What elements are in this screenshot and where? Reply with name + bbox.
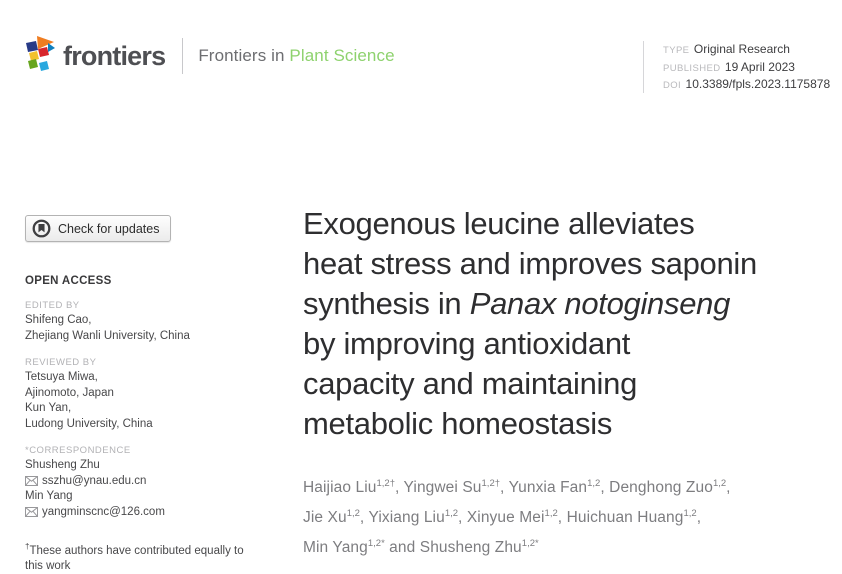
- author: Denghong Zuo$^{1,2}$,: [609, 478, 731, 497]
- reviewer-name: Kun Yan,: [25, 402, 72, 414]
- header-divider: [182, 38, 183, 74]
- frontiers-logo-icon: [24, 36, 56, 76]
- open-access-badge: OPEN ACCESS: [25, 275, 112, 287]
- author: Yingwei $Su^{1,2\dagger}$,: [403, 478, 509, 497]
- crossmark-icon: [32, 219, 51, 238]
- check-for-updates-button[interactable]: [25, 215, 171, 242]
- meta-published-label: PUBLISHED: [663, 62, 721, 74]
- species-name-italic: Panax notoginseng: [469, 286, 731, 321]
- edited-by-name: Shifeng Cao,: [25, 314, 92, 326]
- author: Yunxia Fan$^{1,2}$,: [508, 478, 610, 497]
- author: Jie Xu$^{1,2}$,: [303, 508, 369, 527]
- meta-divider: [643, 41, 644, 93]
- correspondence-email[interactable]: yangminscnc@126.com: [42, 505, 165, 518]
- reviewed-by-label: REVIEWED BY: [25, 357, 97, 368]
- author: Min Yang$^{1,2*}$ and: [303, 538, 420, 557]
- article-meta: [643, 41, 830, 94]
- reviewer-affiliation: Ludong University, China: [25, 417, 153, 430]
- correspondence-label: *CORRESPONDENCE: [25, 445, 131, 456]
- sidebar: [25, 215, 265, 574]
- reviewer-name: Tetsuya Miwa,: [25, 371, 98, 383]
- article: [303, 204, 842, 561]
- edited-by-affiliation: Zhejiang Wanli University, China: [25, 329, 190, 342]
- correspondence-email-row: [25, 505, 265, 521]
- meta-published: [663, 59, 830, 77]
- title-line: heat stress and improves saponin: [303, 246, 757, 281]
- meta-published-value: 19 April 2023: [724, 59, 795, 74]
- dagger-symbol: †: [25, 542, 30, 551]
- meta-type: [663, 41, 830, 59]
- footnote-text: These authors have contributed equally to this work: [25, 544, 244, 572]
- envelope-icon: [25, 507, 38, 517]
- equal-contribution-footnote: [25, 539, 253, 574]
- correspondence-email[interactable]: sszhu@ynau.edu.cn: [42, 474, 147, 487]
- author: Xinyue Mei$^{1,2}$,: [466, 508, 567, 527]
- author: Shusheng Zhu$^{1,2*}$: [419, 538, 539, 557]
- journal-title-green: Plant Science: [289, 46, 395, 65]
- author-list: [303, 471, 842, 561]
- journal-header: [24, 36, 395, 76]
- meta-doi-label: DOI: [663, 80, 682, 91]
- title-line: synthesis in Panax notoginseng: [303, 286, 731, 321]
- meta-lines: [663, 41, 830, 94]
- check-for-updates-label: Check for updates: [58, 221, 160, 236]
- article-title: [303, 204, 842, 444]
- journal-name: [198, 46, 394, 66]
- frontiers-logo-text: frontiers: [63, 40, 166, 71]
- correspondence-name: Shusheng Zhu: [25, 459, 100, 471]
- envelope-icon: [25, 476, 38, 486]
- author: Haijiao Liu$^{1,2\dagger}$,: [303, 478, 404, 497]
- correspondence-email-row: [25, 474, 265, 490]
- title-line: capacity and maintaining: [303, 366, 638, 401]
- correspondence-name: Min Yang: [25, 490, 73, 502]
- reviewer-affiliation: Ajinomoto, Japan: [25, 386, 114, 399]
- meta-type-value: Original Research: [693, 42, 790, 56]
- author: Huichuan Huang$^{1,2}$,: [566, 508, 702, 527]
- meta-doi: [663, 76, 830, 94]
- meta-type-label: TYPE: [663, 45, 690, 56]
- edited-by-label: EDITED BY: [25, 300, 80, 311]
- author: Yixiang Liu$^{1,2}$,: [368, 508, 467, 527]
- meta-doi-value: 10.3389/fpls.2023.1175878: [685, 77, 831, 91]
- title-line: by improving antioxidant: [303, 326, 631, 361]
- title-line: metabolic homeostasis: [303, 406, 613, 441]
- journal-prefix: Frontiers in: [198, 46, 285, 65]
- title-line: Exogenous leucine alleviates: [303, 206, 695, 241]
